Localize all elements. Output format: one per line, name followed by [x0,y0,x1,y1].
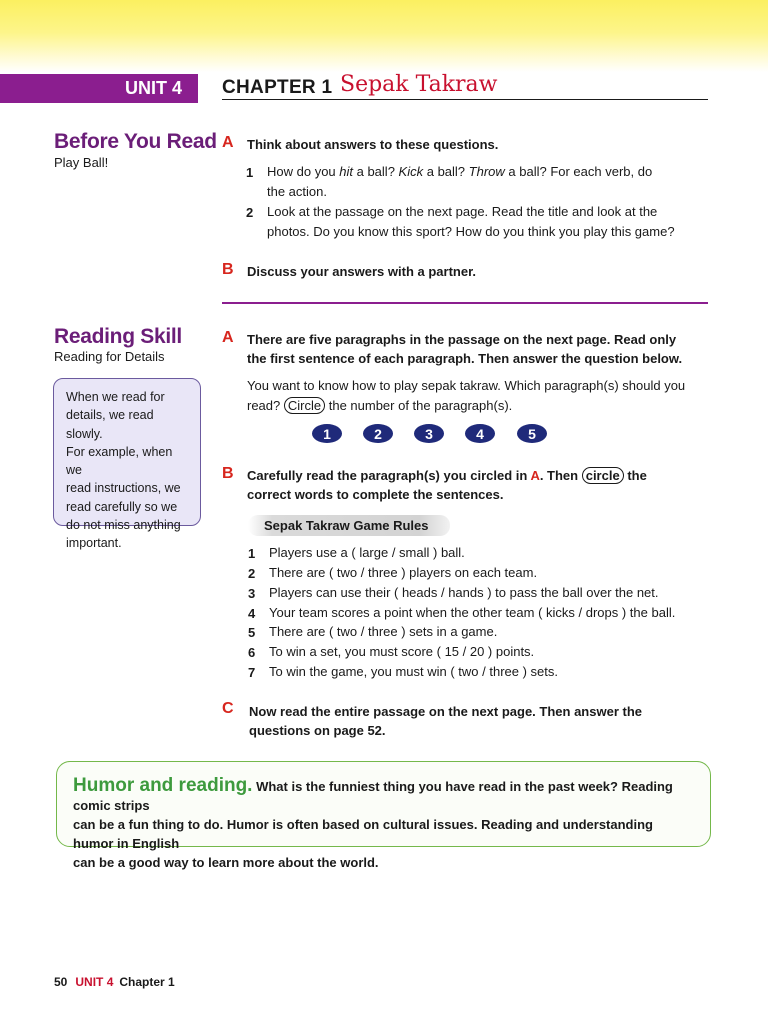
question-1: How do you hit a ball? Kick a ball? Throw a ball? For each verb, do the action. [267,164,653,199]
question-number: 2 [246,205,254,220]
question-number: 1 [246,165,254,180]
section-letter-b: B [222,465,234,482]
before-you-read-subtitle: Play Ball! [54,155,109,170]
humor-title: Humor and reading. [73,775,253,796]
rule-item: To win a set, you must score ( 15 / 20 ) points. [269,644,535,659]
page-footer [54,975,175,989]
question-2: Look at the passage on the next page. Read the title and look at the photos. Do you know this sport? How do you think you play this game? [267,204,675,239]
reading-skill-subtitle: Reading for Details [54,349,165,364]
paragraph-number-option[interactable]: 5 [517,424,547,443]
top-color-band [0,0,768,72]
reading-skill-question: You want to know how to play sepak takraw. Which paragraph(s) should you read? Circle the number of the paragraph(s). [247,378,686,413]
section-letter-c: C [222,700,234,717]
rule-number: 3 [248,586,256,601]
chapter-label: CHAPTER 1 [222,77,333,98]
rule-item: To win the game, you must win ( two / three ) sets. [269,664,559,679]
paragraph-number-option[interactable]: 2 [363,424,393,443]
before-read-instruction-b: Discuss your answers with a partner. [247,264,477,279]
rule-number: 6 [248,645,256,660]
chapter-title: Sepak Takraw [340,72,498,97]
rule-number: 2 [248,566,256,581]
paragraph-number-option[interactable]: 3 [414,424,444,443]
footer-unit: UNIT 4 [75,975,114,989]
before-read-instruction-a: Think about answers to these questions. [247,137,499,152]
rule-item: Players can use their ( heads / hands ) to pass the ball over the net. [269,585,659,600]
unit-tab: UNIT 4 [0,74,198,103]
before-you-read-title: Before You Read [54,130,217,153]
circle-word: circle [582,467,624,484]
page-number: 50 [54,975,68,989]
circle-word: Circle [284,397,325,414]
rule-item: Players use a ( large / small ) ball. [269,545,465,560]
paragraph-number-option[interactable]: 4 [465,424,495,443]
reading-skill-instruction-c: Now read the entire passage on the next page. Then answer the questions on page 52. [249,704,642,738]
rule-item: There are ( two / three ) sets in a game. [269,624,498,639]
rule-item: There are ( two / three ) players on each team. [269,565,538,580]
section-divider [222,302,708,304]
rule-number: 1 [248,546,256,561]
reading-skill-instruction-b: Carefully read the paragraph(s) you circled in A. Then circle the correct words to complete the sentences. [247,468,647,502]
chapter-rule [222,99,708,100]
paragraph-number-option[interactable]: 1 [312,424,342,443]
rule-number: 5 [248,625,256,640]
rule-number: 4 [248,606,256,621]
rule-number: 7 [248,665,256,680]
rule-item: Your team scores a point when the other team ( kicks / drops ) the ball. [269,605,676,620]
section-letter-b: B [222,261,234,278]
humor-and-reading-box: Humor and reading. What is the funniest thing you have read in the past week? Reading comic strips can be a fun thing to do. Humor is often based on cultural issues. Reading and understanding humor in English can be a good way to learn more about the world. [56,761,711,847]
reading-skill-title: Reading Skill [54,325,182,348]
footer-chapter: Chapter 1 [119,975,175,989]
game-rules-heading: Sepak Takraw Game Rules [248,515,450,536]
reading-tip-box: When we read for details, we read slowly. For example, when we read instructions, we read carefully so we do not miss anything important. [53,378,201,526]
section-letter-a: A [222,134,234,151]
reading-skill-instruction-a: There are five paragraphs in the passage on the next page. Read only the first sentence of each paragraph. Then answer the question below. [247,332,683,366]
section-letter-a: A [222,329,234,346]
